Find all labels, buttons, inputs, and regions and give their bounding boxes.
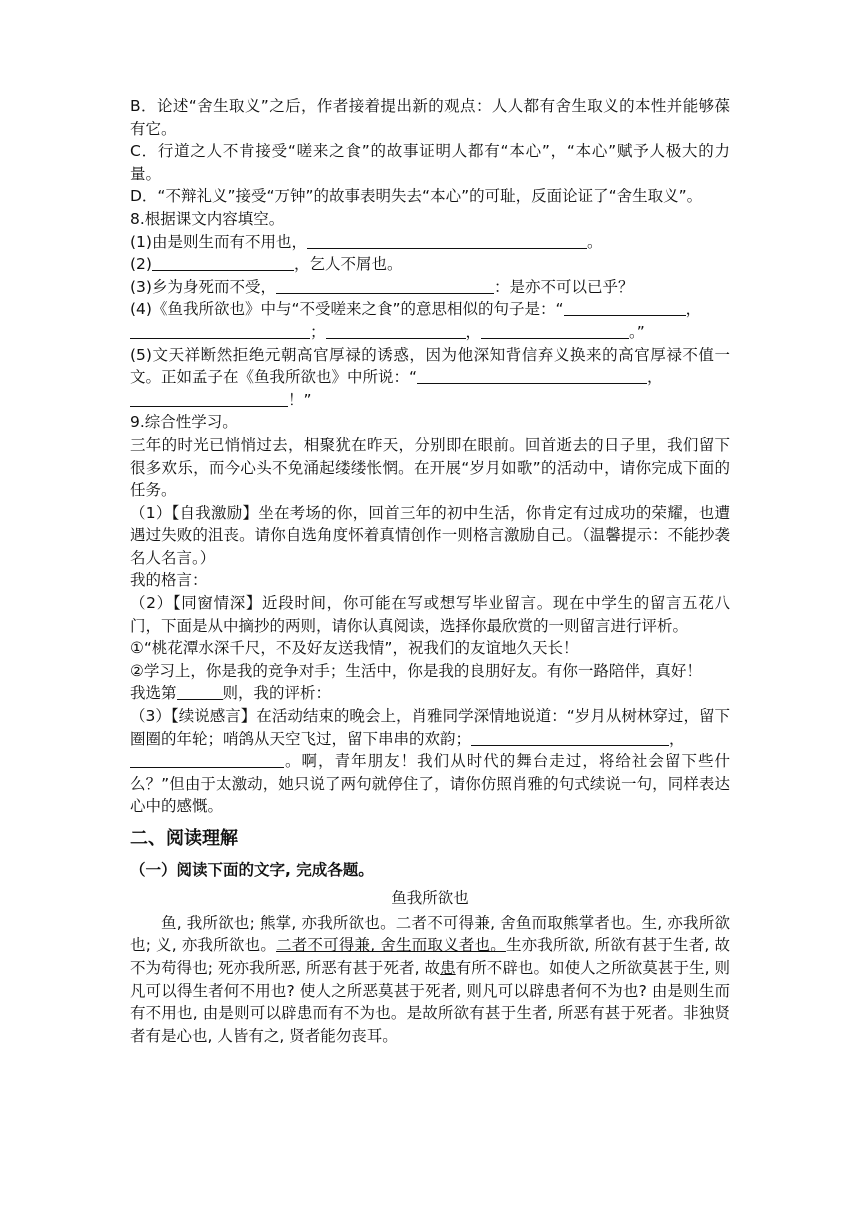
passage-text: 鱼, 我所欲也; 熊掌, 亦我所欲也。二者不可得兼, 舍鱼而取熊掌者也。生, 亦我所欲也; 义, 亦我所欲也。二者不可得兼, 舍生而取义者也。生亦我所欲, 所欲有甚于生者, 故不为苟得也; 死亦我所恶, 所恶有甚于死者, 故患有所不辟也。如使人之所欲莫甚于生, 则凡可以得生者何不用也? 使人之所恶莫甚于死者, 则凡可以辟患者何不为也? 由是则生而有不用也, 由是则可以辟患而有不为也。是故所欲有甚于生者, 所恶有甚于死者。非独贤者有是心也, 人皆有之, 贤者能勿丧耳。 (130, 913, 730, 1045)
option-c: C．行道之人不肯接受“嗟来之食”的故事证明人都有“本心”，“本心”赋予人极大的力量。 (130, 142, 730, 183)
q9-message-2: ②学习上，你是我的竞争对手；生活中，你是我的良朋好友。有你一路陪伴，真好！ (130, 661, 702, 680)
q9-message-1: ①“桃花潭水深千尺，不及好友送我情”，祝我们的友谊地久天长！ (130, 639, 579, 658)
document-body (130, 95, 730, 1047)
passage-title: 鱼我所欲也 (391, 889, 469, 908)
option-d: D．“不辩礼义”接受“万钟”的故事表明失去“本心”的可耻，反面论证了“舍生取义”。 (130, 187, 703, 206)
q9-task-3: （3）【续说感言】在活动结束的晚会上，肖雅同学深情地说道：“岁月从树林穿过，留下圈圈的年轮；哨鸽从天空飞过，留下串串的欢韵； ， 。啊，青年朋友！我们从时代的舞台走过，将给社会留下些什么？”但由于太激动，她只说了两句就停住了，请你仿照肖雅的句式续说一句，同样表达心中的感慨。 (130, 707, 730, 816)
q8-item-1: (1)由是则生而有不用也， 。 (130, 232, 603, 251)
q9-task-1: （1）【自我激励】坐在考场的你，回首三年的初中生活，你肯定有过成功的荣耀，也遭遇过失败的沮丧。请你自选角度怀着真情创作一则格言激励自己。（温馨提示：不能抄袭名人名言。） (130, 503, 730, 567)
q8-item-5: (5)文天祥断然拒绝元朝高官厚禄的诱惑，因为他深知背信弃义换来的高官厚禄不值一文。正如孟子在《鱼我所欲也》中所说：“ ， ！” (130, 345, 730, 409)
section-heading-reading: 二、阅读理解 (130, 828, 238, 849)
subsection-heading: （一）阅读下面的文字, 完成各题。 (130, 860, 374, 879)
q8-heading: 8.根据课文内容填空。 (130, 209, 285, 228)
underlined-word: 患 (440, 958, 456, 977)
q9-heading: 9.综合性学习。 (130, 413, 238, 432)
q8-item-3: (3)乡为身死而不受， ：是亦不可以已乎？ (130, 277, 634, 296)
underlined-sentence: 二者不可得兼, 舍生而取义者也。 (276, 936, 506, 955)
q8-item-2: (2) ，乞人不屑也。 (130, 255, 403, 274)
q9-choice-line: 我选第 则，我的评析： (130, 684, 332, 703)
q8-item-4: (4)《鱼我所欲也》中与“不受嗟来之食”的意思相似的句子是：“ ， ； ， 。” (130, 300, 702, 341)
option-b: B．论述“舍生取义”之后，作者接着提出新的观点：人人都有舍生取义的本性并能够葆有它。 (130, 97, 730, 138)
q9-intro: 三年的时光已悄悄过去，相聚犹在昨天，分别即在眼前。回首逝去的日子里，我们留下很多欢乐，而今心头不免涌起缕缕怅惘。在开展“岁月如歌”的活动中，请你完成下面的任务。 (130, 435, 730, 500)
q9-task-2: （2）【同窗情深】近段时间，你可能在写或想写毕业留言。现在中学生的留言五花八门，下面是从中摘抄的两则，请你认真阅读，选择你最欣赏的一则留言进行评析。 (130, 594, 730, 635)
q9-motto-label: 我的格言： (130, 571, 208, 590)
